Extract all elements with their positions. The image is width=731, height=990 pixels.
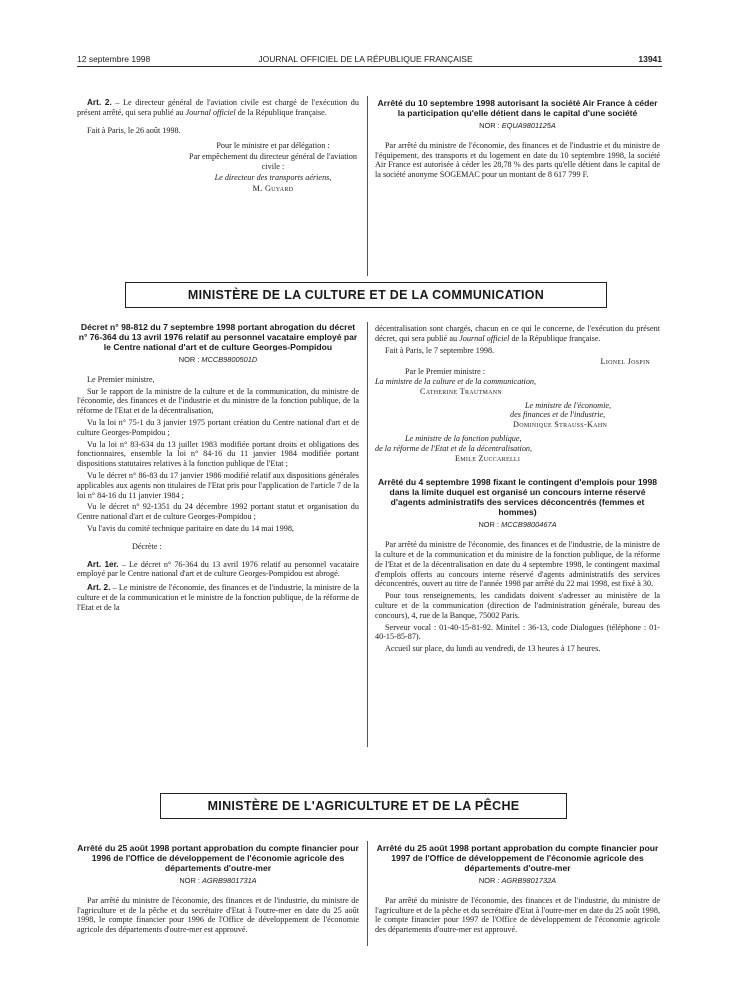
arrete-air-france-body: Par arrêté du ministre de l'économie, des finances et de l'industrie et du ministre de l'équipement, des transports et du logement en date du 10 septembre 1998, la société Air France est autorisée à céder les 28,78 % des parts qu'elle détient dans le capital de la société anonyme SOGEMAC pour un montant de 8 617 799 F.: [375, 140, 660, 180]
decret-para-2: Vu la loi n° 75-1 du 3 janvier 1975 portant création du Centre national d'art et de culture Georges-Pompidou ;: [77, 417, 359, 437]
decret-continuation-column: [375, 324, 660, 656]
decret-title: Décret n° 98-812 du 7 septembre 1998 portant abrogation du décret n° 76-364 du 13 avril 1976 relatif au personnel vacataire employé par le Centre national d'art et de culture Georges-Pompidou: [78, 322, 358, 352]
agri-right-column: [375, 843, 660, 937]
arrete-1997-title: Arrêté du 25 août 1998 portant approbation du compte financier pour 1997 de l'Office de développement de l'économie agricole des départements d'outre-mer: [376, 843, 659, 873]
arrete-air-france-nor: NOR : EQUA9801125A: [479, 121, 556, 130]
decret-decrete: Décrète :: [132, 541, 162, 551]
minister-economy-title-2: des finances et de l'industrie,: [510, 410, 606, 420]
arrete-1997-nor: NOR : AGRB9801732A: [478, 876, 557, 885]
minister-economy-title-1: Le ministre de l'économie,: [525, 400, 612, 410]
column-divider-bottom: [367, 841, 368, 946]
top-right-column: [375, 98, 660, 182]
ministry-culture-heading: MINISTÈRE DE LA CULTURE ET DE LA COMMUNICATION: [125, 282, 607, 308]
ministry-agriculture-heading: MINISTÈRE DE L'AGRICULTURE ET DE LA PÊCHE: [160, 793, 567, 819]
minister-culture-title: La ministre de la culture et de la communication,: [375, 376, 537, 386]
arrete-contingent-para-4: Accueil sur place, du lundi au vendredi, de 13 heures à 17 heures.: [385, 644, 601, 654]
signature-strauss-kahn: Dominique Strauss-Kahn: [513, 420, 608, 430]
decret-column: [77, 322, 359, 615]
signature-trautmann: Catherine Trautmann: [420, 386, 503, 396]
arrete-1996-body: Par arrêté du ministre de l'économie, des finances et de l'industrie, du ministre de l'agriculture et de la pêche et du secrétaire d'Etat à l'outre-mer en date du 25 août 1998, le compte financier pour 1996 de l'Office de développement de l'économie agricole des départements d'outre-mer est approuvé.: [77, 895, 359, 935]
decret-para-5: Vu le décret n° 92-1351 du 24 décembre 1992 portant statut et organisation du Centre national d'art et de culture Georges-Pompidou ;: [77, 502, 359, 522]
signature-jospin: Lionel Jospin: [600, 357, 650, 367]
decret-article-1: Art. 1er. – Le décret n° 76-364 du 13 avril 1976 relatif au personnel vacataire employé par le Centre national d'art et de culture Georges-Pompidou est abrogé.: [77, 559, 359, 579]
column-divider-middle: [367, 322, 368, 747]
arrete-contingent-title: Arrêté du 4 septembre 1998 fixant le contingent d'emplois pour 1998 dans la limite duquel est organisé un concours interne réservé d'agents administratifs des services déconcentrés (femmes et hommes): [377, 477, 658, 518]
arrete-1996-title: Arrêté du 25 août 1998 portant approbation du compte financier pour 1996 de l'Office de développement de l'économie agricole des départements d'outre-mer: [77, 843, 359, 873]
header-journal-title: JOURNAL OFFICIEL DE LA RÉPUBLIQUE FRANÇAISE: [258, 54, 473, 64]
column-divider-top: [367, 96, 368, 276]
par-le-premier-ministre: Par le Premier ministre :: [405, 367, 486, 377]
decret-para-4: Vu le décret n° 86-83 du 17 janvier 1986 modifié relatif aux dispositions générales applicables aux agents non titulaires de l'Etat pris pour l'application de l'article 7 de la loi n° 84-16 du 11 janvier 1984 ;: [77, 470, 359, 500]
minister-fp-title-1: Le ministre de la fonction publique,: [405, 433, 522, 443]
header-page-number: 13941: [638, 54, 662, 64]
header-date: 12 septembre 1998: [77, 54, 151, 64]
article-2-aviation: Art. 2. – Le directeur général de l'aviation civile est chargé de l'exécution du présent arrêté, qui sera publié au Journal officiel de la République française.: [77, 98, 359, 117]
arrete-contingent-para-3: Serveur vocal : 01-40-15-81-92. Minitel : 36-13, code Dialogues (téléphone : 01-40-15-85-87).: [375, 622, 660, 642]
decret-continuation-text: décentralisation sont chargés, chacun en ce qui le concerne, de l'exécution du présent décret, qui sera publié au Journal officiel de la République française.: [375, 324, 660, 343]
arrete-contingent-nor: NOR : MCCB9800467A: [478, 520, 557, 530]
arrete-air-france-title: Arrêté du 10 septembre 1998 autorisant la société Air France à céder la participation qu'elle détient dans le capital d'une société: [377, 98, 658, 118]
arrete-1996-nor: NOR : AGRB9801731A: [179, 876, 257, 885]
minister-fp-title-2: de la réforme de l'Etat et de la décentralisation,: [375, 443, 533, 453]
decret-fait-a-paris: Fait à Paris, le 7 septembre 1998.: [385, 345, 495, 355]
arrete-1997-body: Par arrêté du ministre de l'économie, des finances et de l'industrie, du ministre de l'agriculture et de la pêche et du secrétaire d'Etat à l'outre-mer en date du 25 août 1998, le compte financier pour 1997 de l'Office de développement de l'économie agricole des départements d'outre-mer est approuvé.: [375, 895, 660, 935]
decret-premier-ministre: Le Premier ministre,: [87, 374, 155, 384]
decret-article-2: Art. 2. – Le ministre de l'économie, des finances et de l'industrie, la ministre de la culture et de la communication et le ministre de la fonction publique, de la réforme de l'Etat et de la: [77, 583, 359, 612]
agri-left-column: [77, 843, 359, 937]
decret-para-6: Vu l'avis du comité technique paritaire en date du 14 mai 1998,: [87, 523, 294, 533]
decret-nor: NOR : MCCB9800501D: [178, 355, 258, 364]
signature-block-aviation: Pour le ministre et par délégation : Par empêchement du directeur général de l'aviation civile : Le directeur des transports aériens, M. Guyard: [189, 141, 357, 193]
decret-para-3: Vu la loi n° 83-634 du 13 juillet 1983 modifiée portant droits et obligations des fonctionnaires, ensemble la loi n° 84-16 du 11 janvier 1984 modifiée portant dispositions statutaires relatives à la fonction publique de l'Etat ;: [77, 439, 359, 469]
header-rule: [77, 66, 662, 67]
top-left-column: [77, 98, 359, 194]
decret-para-1: Sur le rapport de la ministre de la culture et de la communication, du ministre de l'économie, des finances et de l'industrie et du ministre de la fonction publique, de la réforme de l'Etat et de la décentralisation,: [77, 386, 359, 416]
signature-zuccarelli: Emile Zuccarelli: [455, 453, 521, 463]
arrete-contingent-para-1: Par arrêté du ministre de l'économie, des finances et de l'industrie, de la ministre de la culture et de la communication et du ministre de la fonction publique, de la réforme de l'Etat et de la décentralisation en date du 4 septembre 1998, le contingent maximal d'emplois offerts au concours interne réservé d'agents administratifs des services déconcentrés, ouvert au titre de l'année 1998 par arrêté du 22 mai 1998, est fixé à 30.: [375, 540, 660, 589]
arrete-contingent-para-2: Pour tous renseignements, les candidats doivent s'adresser au ministère de la culture et de la communication (direction de l'administration générale, bureau des concours), 4, rue de la Banque, 75002 Paris.: [375, 591, 660, 620]
fait-a-paris-aviation: Fait à Paris, le 26 août 1998.: [87, 125, 181, 135]
